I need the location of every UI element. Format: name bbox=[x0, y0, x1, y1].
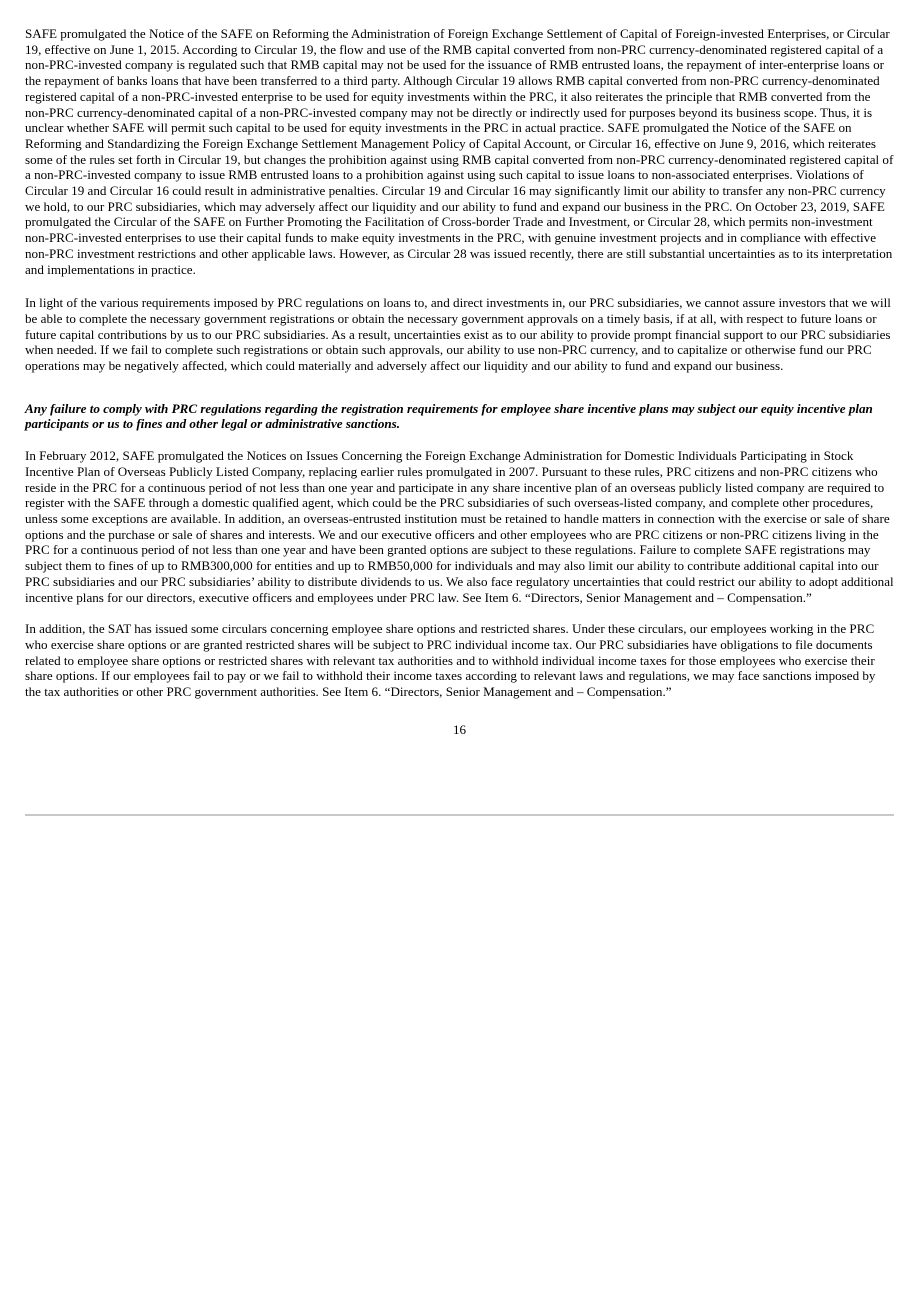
paragraph-share-incentive-registration: In February 2012, SAFE promulgated the Notices on Issues Concerning the Foreign Exchange Administration for Domestic Individuals Participating in Stock Incentive Plan of Overseas Publicly Listed Company, replacing earlier rules promulgated in 2007. Pursuant to these rules, PRC citizens and non-PRC citizens who reside in the PRC for a continuous period of not less than one year and participate in any share incentive plan of an overseas publicly listed company are required to register with the SAFE through a domestic qualified agent, which could be the PRC subsidiaries of such overseas-listed company, and complete other procedures, unless some exceptions are available. In addition, an overseas-entrusted institution must be retained to handle matters in connection with the exercise or sale of share options and the purchase or sale of shares and interests. We and our executive officers and other employees who are PRC citizens or non-PRC citizens living in the PRC for a continuous period of not less than one year and have been granted options are subject to these regulations. Failure to complete SAFE registrations may subject them to fines of up to RMB300,000 for entities and up to RMB50,000 for individuals and may also limit our ability to contribute additional capital into our PRC subsidiaries and our PRC subsidiaries’ ability to distribute dividends to us. We also face regulatory uncertainties that could restrict our ability to adopt additional incentive plans for our directors, executive officers and employees under PRC law. See Item 6. “Directors, Senior Management and – Compensation.” bbox=[25, 448, 894, 605]
paragraph-sat-circulars: In addition, the SAT has issued some circulars concerning employee share options and restricted shares. Under these circulars, our employees working in the PRC who exercise share options or are granted restricted shares will be subject to PRC individual income tax. Our PRC subsidiaries have obligations to file documents related to employee share options or restricted shares with relevant tax authorities and to withhold individual income taxes for those employees who exercise their share options. If our employees fail to pay or we fail to withhold their income taxes according to relevant laws and regulations, we may face sanctions imposed by the tax authorities or other PRC government authorities. See Item 6. “Directors, Senior Management and – Compensation.” bbox=[25, 621, 876, 700]
page-number: 16 bbox=[452, 721, 467, 737]
document-page bbox=[25, 26, 894, 737]
paragraph-government-registrations: In light of the various requirements imposed by PRC regulations on loans to, and direct investments in, our PRC subsidiaries, we cannot assure investors that we will be able to complete the necessary government registrations or obtain the necessary government approvals on a timely basis, if at all, with respect to future loans or future capital contributions by us to our PRC subsidiaries. As a result, uncertainties exist as to our ability to provide prompt financial support to our PRC subsidiaries when needed. If we fail to complete such registrations or obtain such approvals, our ability to use non-PRC currency, and to capitalize or otherwise fund our PRC operations may be negatively affected, which could materially and adversely affect our liquidity and our ability to fund and expand our business. bbox=[25, 295, 891, 374]
footer-divider bbox=[25, 814, 894, 816]
risk-factor-heading: Any failure to comply with PRC regulations regarding the registration requirements for employee share incentive plans may subject our equity incentive plan participants or us to fines and other legal or administrative sanctions. bbox=[25, 400, 873, 432]
paragraph-circular-19: SAFE promulgated the Notice of the SAFE on Reforming the Administration of Foreign Exchange Settlement of Capital of Foreign-invested Enterprises, or Circular 19, effective on June 1, 2015. According to Circular 19, the flow and use of the RMB capital converted from non-PRC currency-denominated registered capital of a non-PRC-invested company is regulated such that RMB capital may not be used for the issuance of RMB entrusted loans, the repayment of inter-enterprise loans or the repayment of banks loans that have been transferred to a third party. Although Circular 19 allows RMB capital converted from non-PRC currency-denominated registered capital of a non-PRC-invested enterprise to be used for equity investments within the PRC, it also reiterates the principle that RMB converted from the non-PRC currency-denominated capital of a non-PRC-invested company may not be directly or indirectly used for purposes beyond its business scope. Thus, it is unclear whether SAFE will permit such capital to be used for equity investments in the PRC in actual practice. SAFE promulgated the Notice of the SAFE on Reforming and Standardizing the Foreign Exchange Settlement Management Policy of Capital Account, or Circular 16, effective on June 9, 2016, which reiterates some of the rules set forth in Circular 19, but changes the prohibition against using RMB capital converted from non-PRC currency-denominated registered capital of a non-PRC-invested company to issue RMB entrusted loans to a prohibition against using such capital to issue loans to non-associated enterprises. Violations of Circular 19 and Circular 16 could result in administrative penalties. Circular 19 and Circular 16 may significantly limit our ability to transfer any non-PRC currency we hold, to our PRC subsidiaries, which may adversely affect our liquidity and our ability to fund and expand our business in the PRC. On October 23, 2019, SAFE promulgated the Circular of the SAFE on Further Promoting the Facilitation of Cross-border Trade and Investment, or Circular 28, which permits non-investment non-PRC-invested enterprises to use their capital funds to make equity investments in the PRC, with genuine investment projects and in compliance with effective non-PRC investment restrictions and other applicable laws. However, as Circular 28 was issued recently, there are still substantial uncertainties as to its interpretation and implementations in practice. bbox=[25, 26, 894, 277]
